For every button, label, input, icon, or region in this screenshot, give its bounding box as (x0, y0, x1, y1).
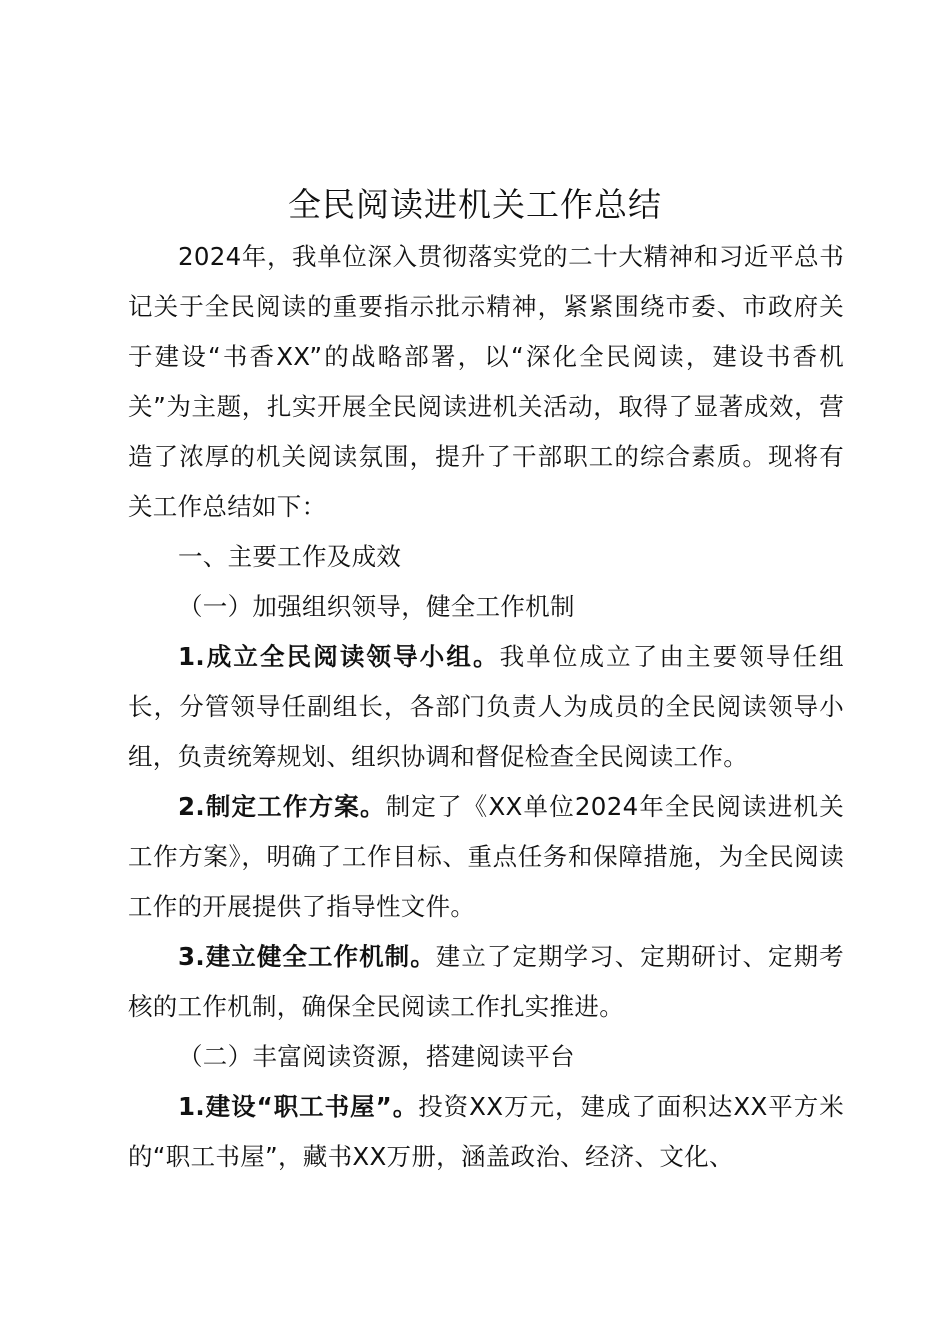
subsection-heading-resources: （二）丰富阅读资源，搭建阅读平台 (178, 1042, 575, 1071)
item-body-text: 我单位成立了由主要领导任组长，分管领导任副组长，各部门负责人为成员的全民阅读领导小组，负责统筹规划、组织协调和督促检查全民阅读工作。 (128, 642, 844, 771)
item-staff-bookhouse (128, 1082, 844, 1182)
document-title: 全民阅读进机关工作总结 (288, 185, 662, 224)
document-body (128, 232, 844, 1182)
item-lead-text: 1.建设“职工书屋”。 (178, 1092, 419, 1121)
item-lead-text: 2.制定工作方案。 (178, 792, 386, 821)
item-work-plan (128, 782, 844, 932)
item-body-text: 建立了定期学习、定期研讨、定期考核的工作机制，确保全民阅读工作扎实推进。 (128, 942, 844, 1021)
section-heading-main-work: 一、主要工作及成效 (178, 542, 402, 571)
item-lead-text: 3.建立健全工作机制。 (178, 942, 436, 971)
item-work-mechanism (128, 932, 844, 1032)
subsection-heading-organization: （一）加强组织领导，健全工作机制 (178, 592, 575, 621)
intro-paragraph: 2024年，我单位深入贯彻落实党的二十大精神和习近平总书记关于全民阅读的重要指示批示精神，紧紧围绕市委、市政府关于建设“书香XX”的战略部署，以“深化全民阅读，建设书香机关”为主题，扎实开展全民阅读进机关活动，取得了显著成效，营造了浓厚的机关阅读氛围，提升了干部职工的综合素质。现将有关工作总结如下： (128, 242, 844, 521)
item-body-text: 投资XX万元，建成了面积达XX平方米的“职工书屋”，藏书XX万册，涵盖政治、经济、文化、 (128, 1092, 844, 1171)
item-leading-group (128, 632, 844, 782)
item-body-text: 制定了《XX单位2024年全民阅读进机关工作方案》，明确了工作目标、重点任务和保障措施，为全民阅读工作的开展提供了指导性文件。 (128, 792, 844, 921)
item-lead-text: 1.成立全民阅读领导小组。 (178, 642, 500, 671)
